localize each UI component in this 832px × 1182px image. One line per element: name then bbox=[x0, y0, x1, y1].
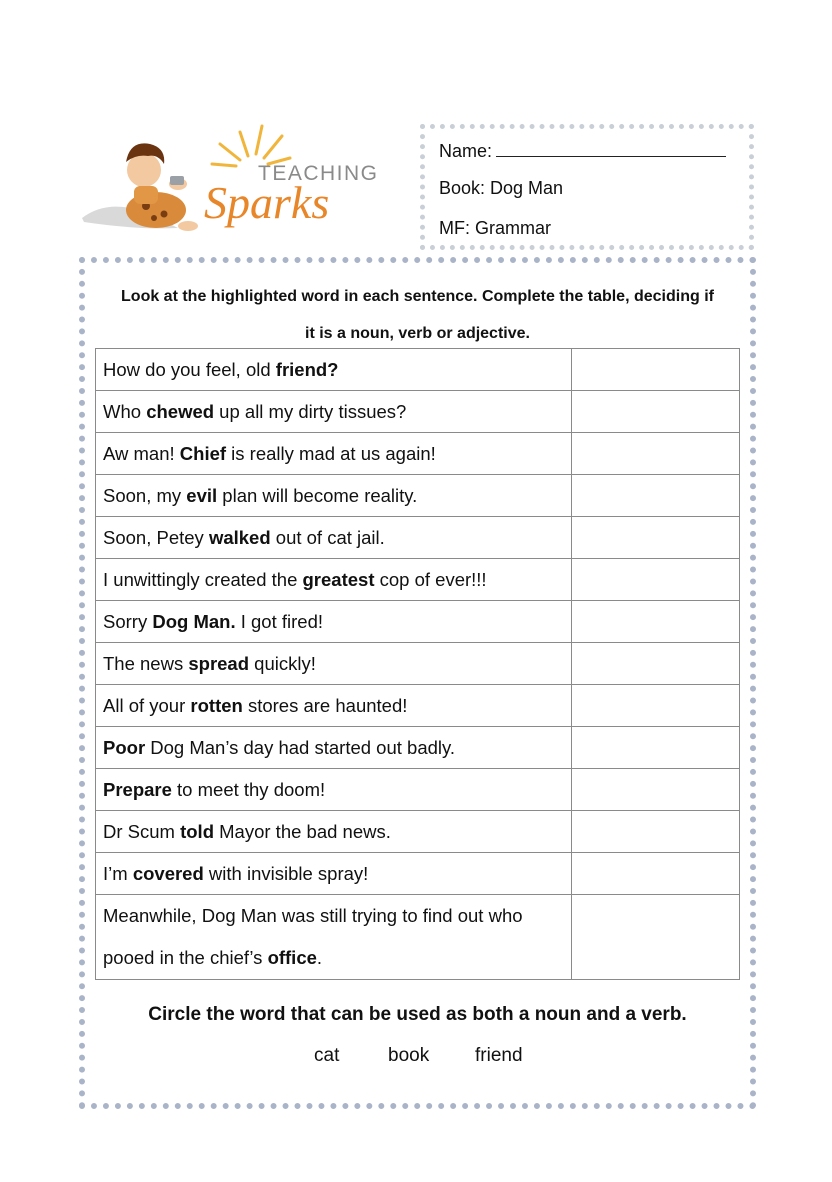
sentence-text: is really mad at us again! bbox=[226, 442, 436, 464]
name-blank-line[interactable] bbox=[496, 139, 726, 157]
sentence-cell bbox=[96, 391, 572, 433]
sentence-text: Dr Scum bbox=[103, 820, 181, 842]
highlighted-word: told bbox=[180, 820, 214, 842]
sentence-text: Soon, Petey bbox=[103, 526, 209, 548]
sentence-cell bbox=[96, 349, 572, 391]
highlighted-word: office bbox=[267, 947, 317, 968]
highlighted-word: walked bbox=[208, 526, 271, 548]
answer-cell[interactable] bbox=[572, 349, 740, 391]
table-row bbox=[96, 349, 740, 391]
sentence-text: I got fired! bbox=[235, 610, 323, 632]
sentence-text: All of your bbox=[103, 694, 191, 716]
answer-cell[interactable] bbox=[572, 769, 740, 811]
sentence-text: stores are haunted! bbox=[242, 694, 408, 716]
highlighted-word: Prepare bbox=[103, 778, 172, 800]
instructions-line-1: Look at the highlighted word in each sentence. Complete the table, deciding if bbox=[121, 288, 714, 305]
answer-cell[interactable] bbox=[572, 685, 740, 727]
teaching-sparks-logo bbox=[78, 118, 398, 243]
sentence-text: to meet thy doom! bbox=[171, 778, 326, 800]
mf-label: MF: Grammar bbox=[439, 218, 551, 238]
sentence-cell bbox=[96, 769, 572, 811]
answer-cell[interactable] bbox=[572, 853, 740, 895]
name-label: Name: bbox=[439, 141, 493, 161]
highlighted-word: rotten bbox=[190, 694, 243, 716]
table-row bbox=[96, 895, 740, 980]
sentence-cell bbox=[96, 853, 572, 895]
table-row bbox=[96, 853, 740, 895]
highlighted-word: Poor bbox=[103, 736, 146, 758]
table-row bbox=[96, 643, 740, 685]
sentence-text: . bbox=[316, 947, 323, 968]
sentence-cell bbox=[96, 475, 572, 517]
highlighted-word: spread bbox=[188, 652, 250, 674]
circle-question: Circle the word that can be used as both a noun and a verb. bbox=[148, 1004, 687, 1025]
sentence-text: Sorry bbox=[103, 610, 153, 632]
answer-cell[interactable] bbox=[572, 475, 740, 517]
table-row bbox=[96, 811, 740, 853]
book-label: Book: Dog Man bbox=[439, 178, 564, 198]
sentence-text: plan will become reality. bbox=[217, 484, 418, 506]
highlighted-word: covered bbox=[132, 862, 204, 884]
highlighted-word: Dog Man. bbox=[152, 610, 236, 632]
sentence-text: I’m bbox=[103, 862, 133, 884]
sentence-cell bbox=[96, 433, 572, 475]
logo-word-sparks: Sparks bbox=[204, 177, 330, 228]
table-row bbox=[96, 517, 740, 559]
highlighted-word: friend? bbox=[275, 358, 339, 380]
sentence-text: I unwittingly created the bbox=[103, 568, 303, 590]
sentence-text: cop of ever!!! bbox=[374, 568, 487, 590]
sentence-text: Mayor the bad news. bbox=[214, 820, 391, 842]
highlighted-word: evil bbox=[186, 484, 218, 506]
highlighted-word: greatest bbox=[302, 568, 375, 590]
sentence-cell bbox=[96, 811, 572, 853]
student-info-box bbox=[420, 124, 754, 250]
highlighted-word: chewed bbox=[146, 400, 215, 422]
table-row bbox=[96, 601, 740, 643]
sentence-text: Aw man! bbox=[103, 442, 180, 464]
choice-cat[interactable]: cat bbox=[314, 1045, 340, 1066]
table-row bbox=[96, 391, 740, 433]
answer-cell[interactable] bbox=[572, 643, 740, 685]
sentence-text: up all my dirty tissues? bbox=[214, 400, 407, 422]
answer-cell[interactable] bbox=[572, 559, 740, 601]
table-row bbox=[96, 433, 740, 475]
table-row bbox=[96, 685, 740, 727]
table-row bbox=[96, 559, 740, 601]
instructions bbox=[85, 278, 750, 352]
answer-cell[interactable] bbox=[572, 811, 740, 853]
answer-cell[interactable] bbox=[572, 895, 740, 980]
sentence-text: Soon, my bbox=[103, 484, 187, 506]
sentence-cell bbox=[96, 685, 572, 727]
answer-cell[interactable] bbox=[572, 601, 740, 643]
instructions-line-2: it is a noun, verb or adjective. bbox=[305, 325, 530, 342]
sentence-text: Who bbox=[103, 400, 147, 422]
highlighted-word: Chief bbox=[179, 442, 227, 464]
worksheet-box bbox=[79, 257, 756, 1109]
sentence-text: out of cat jail. bbox=[270, 526, 385, 548]
sentence-table bbox=[95, 348, 740, 980]
sentence-cell bbox=[96, 727, 572, 769]
sentence-text: How do you feel, old bbox=[103, 358, 276, 380]
sentence-text: Dog Man’s day had started out badly. bbox=[145, 736, 456, 758]
sentence-cell bbox=[96, 517, 572, 559]
choice-book[interactable]: book bbox=[388, 1045, 430, 1066]
logo-word-teaching: TEACHING bbox=[258, 162, 379, 185]
sentence-text: quickly! bbox=[249, 652, 316, 674]
answer-cell[interactable] bbox=[572, 517, 740, 559]
sentence-text: Meanwhile, Dog Man was still trying to find out who pooed in the chief’s bbox=[103, 905, 523, 968]
table-row bbox=[96, 727, 740, 769]
answer-cell[interactable] bbox=[572, 391, 740, 433]
name-field[interactable] bbox=[439, 139, 726, 162]
sentence-text: The news bbox=[103, 652, 189, 674]
sparks-rays-icon bbox=[212, 126, 290, 166]
choice-friend[interactable]: friend bbox=[475, 1045, 523, 1066]
table-row bbox=[96, 769, 740, 811]
answer-cell[interactable] bbox=[572, 727, 740, 769]
sentence-cell bbox=[96, 559, 572, 601]
sentence-text: with invisible spray! bbox=[203, 862, 369, 884]
table-row bbox=[96, 475, 740, 517]
sentence-cell bbox=[96, 643, 572, 685]
sentence-cell bbox=[96, 895, 572, 980]
answer-cell[interactable] bbox=[572, 433, 740, 475]
caveman-icon bbox=[126, 143, 198, 231]
sentence-cell bbox=[96, 601, 572, 643]
